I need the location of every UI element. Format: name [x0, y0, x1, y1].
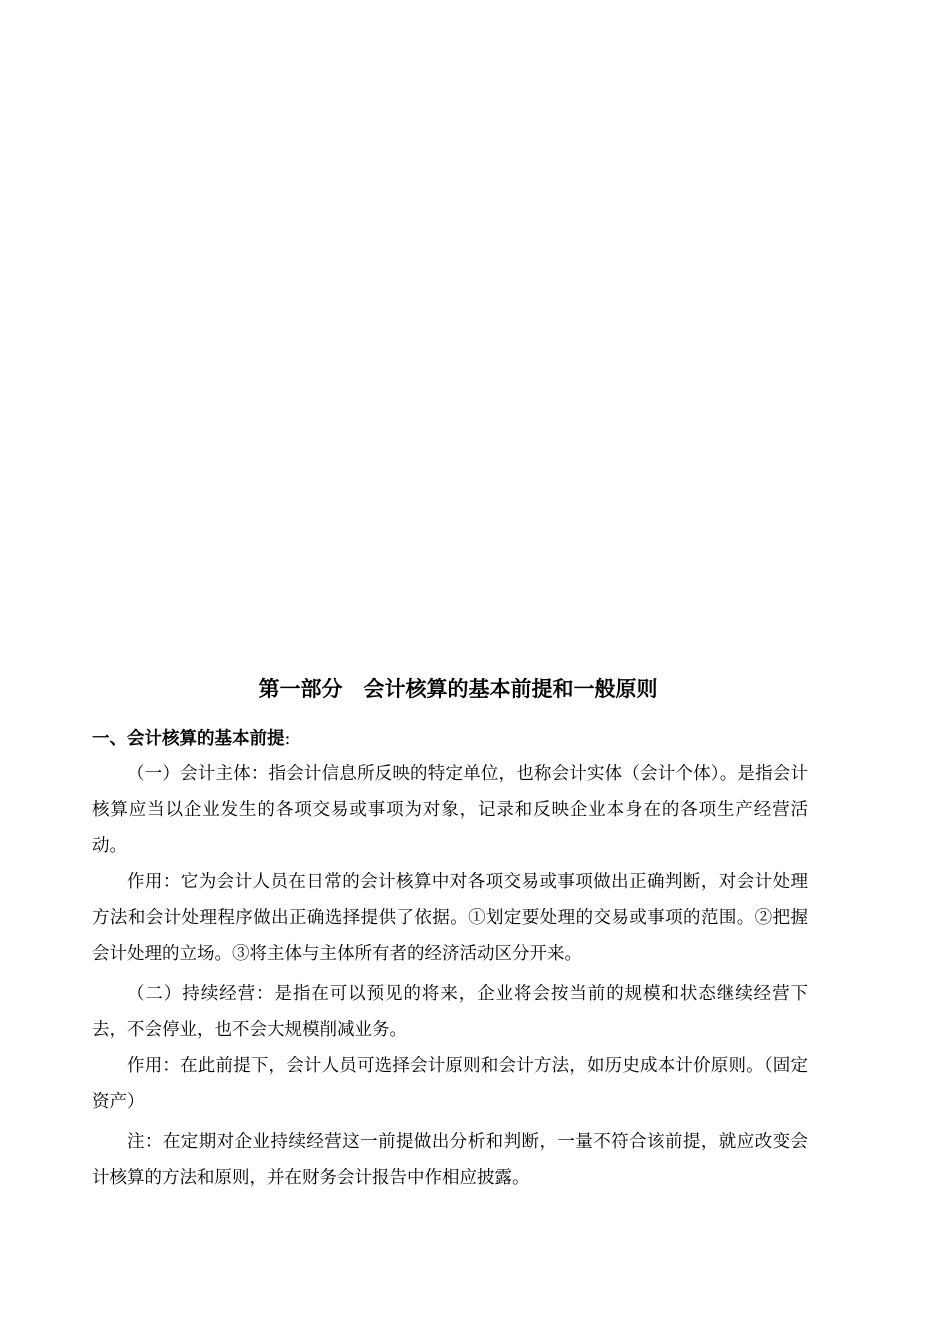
paragraph-entity-function [92, 864, 808, 972]
paragraph-label: （一）会计主体： [127, 764, 269, 784]
document-title: 第一部分 会计核算的基本前提和一般原则 [258, 677, 658, 701]
paragraph-going-concern-function [92, 1048, 808, 1120]
paragraph-text: 作用：它为会计人员在日常的会计核算中对各项交易或事项做出正确判断，对会计处理方法和会计处理程序做出正确选择提供了依据。①划定要处理的交易或事项的范围。②把握会计处理的立场。③将主体与主体所有者的经济活动区分开来。 [92, 872, 808, 964]
paragraph-note [92, 1124, 808, 1196]
paragraph-text: 作用：在此前提下，会计人员可选择会计原则和会计方法，如历史成本计价原则。（固定资产） [92, 1056, 808, 1112]
section-heading-colon: : [284, 729, 291, 749]
paragraph-label: （二）持续经营： [127, 984, 275, 1004]
section-heading [92, 726, 290, 752]
paragraph-text: 注：在定期对企业持续经营这一前提做出分析和判断，一量不符合该前提，就应改变会计核算的方法和原则，并在财务会计报告中作相应披露。 [92, 1132, 808, 1188]
paragraph-text: 指会计信息所反映的特定单位，也称会计实体（会计个体）。是指会计核算应当以企业发生的各项交易或事项为对象，记录和反映企业本身在的各项生产经营活动。 [92, 764, 809, 856]
paragraph-accounting-entity [92, 756, 808, 864]
paragraph-text: 是指在可以预见的将来，企业将会按当前的规模和状态继续经营下去，不会停业，也不会大规模削减业务。 [92, 984, 809, 1040]
section-heading-text: 一、会计核算的基本前提 [92, 729, 285, 749]
paragraph-going-concern [92, 976, 808, 1048]
